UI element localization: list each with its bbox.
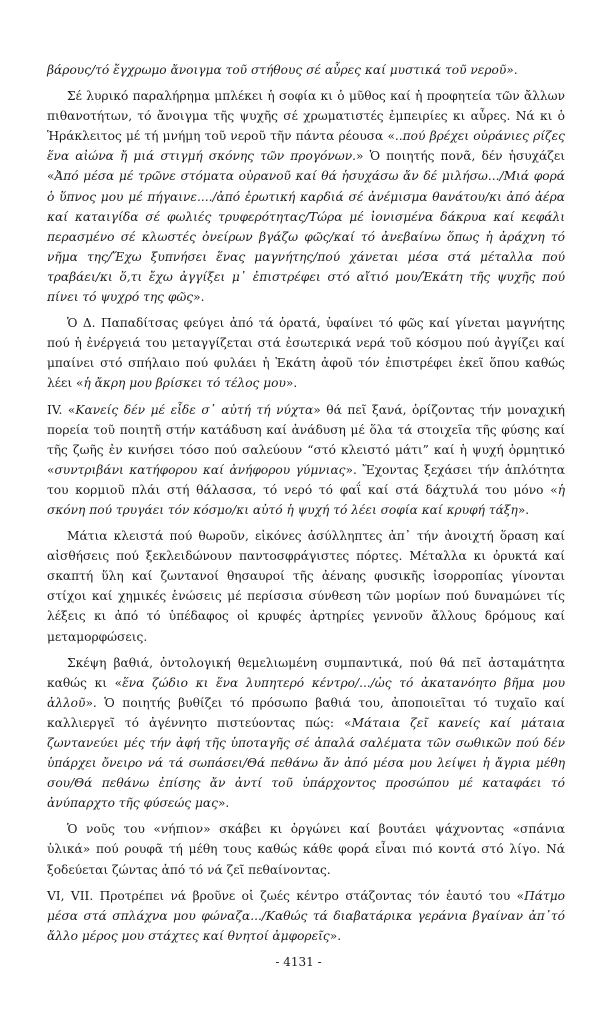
text-run: Ὁ Δ. Παπαδίτσας φεύγει ἀπό τά ὁρατά, ὑφαίνει τό φῶς καί γίνεται μαγνήτης πού ἡ ἐνέργειά του μεταγγίζεται στά ἐσωτερικά νερά τοῦ κόσμου πού ἀγγίζει καί μπαίνει στό σπήλαιο πού φυλάει ἡ Ἑκάτη ἀφοῦ τόν ἐπιστρέφει ἐκεῖ ὅπου καθώς λέει « xyxy=(47,316,565,391)
text-run: ». xyxy=(193,290,205,305)
text-run: Ὁ νοῦς του «νήπιον» σκάβει κι ὀργώνει καί βουτάει ψάχνοντας «σπάνια ὑλικά» πού ρουφᾶ τή μέθη τους καθώς κάθε φορά εἶναι πιό κοντά στό λίγο. Νά ξοδεύεται ζώντας ἀπό τό νά ζεῖ πεθαίνοντας. xyxy=(47,822,565,877)
text-run: VI, VII. Προτρέπει νά βροῦνε οἱ ζωές κέντρο στάζοντας τόν ἑαυτό του « xyxy=(47,888,525,903)
quoted-verse: ἡ ἄκρη μου βρίσκει τό τέλος μου xyxy=(83,376,286,391)
page-number: - 4131 - xyxy=(275,955,322,969)
text-run: IV. « xyxy=(47,402,76,417)
paragraph xyxy=(47,526,565,647)
text-run: ». Ὁ ποιητής βυθίζει τό πρόσωπο βαθιά του, ἀποποιεῖται τό τυχαῖο καί καλλιεργεῖ τό ἀγέννητο πιστεύοντας πώς: « xyxy=(47,695,565,730)
paragraph xyxy=(47,400,565,521)
text-run: ». xyxy=(285,376,298,391)
text-run: ». Ἔχοντας ξεχάσει τήν ἁπλότητα του κορμιοῦ πλάι στή θάλασσα, τό νερό τό φαΐ καί στά δάχτυλά του μόνο « xyxy=(47,462,565,497)
text-run: » θά πεῖ ξανά, ὁρίζοντας τήν μοναχική πορεία τοῦ ποιητῆ στήν κατάδυση καί ἀνάδυση μέ ὅλα τά στοιχεῖα τῆς φύσης καί τῆς ζωῆς ἐν κινήσει τόσο πού σαλεύουν “στό κλειστό μάτι” καί ἡ ψυχή ὁρμητικό « xyxy=(47,402,565,477)
text-run: Σέ λυρικό παραλήρημα μπλέκει ἡ σοφία κι ὁ μῦθος καί ἡ προφητεία τῶν ἄλλων πιθανοτήτων, τό ἄνοιγμα τῆς ψυχῆς σέ χρωματιστές ἐμπειρίες κι αὖρες. Νά κι ὁ Ἡράκλειτος μέ τή μνήμη τοῦ νεροῦ τῆν πάντα ρέουσα « xyxy=(47,89,565,144)
body-text xyxy=(47,60,565,952)
text-run: ». xyxy=(517,502,530,517)
paragraph xyxy=(47,86,565,307)
quoted-verse: ..πού βρέχει οὐράνιες ρίζες ἕνα αἰώνα ἤ μιά στιγμή σκόνης τῶν προγόνων. xyxy=(47,129,565,164)
quoted-verse: συντριβάνι κατήφορου καί ἀνήφορου γύμνιας xyxy=(54,462,346,477)
text-run: Σκέψη βαθιά, ὀντολογική θεμελιωμένη συμπαντικά, πού θά πεῖ ἀσταμάτητα καθώς κι « xyxy=(47,655,565,690)
text-run: » Ὁ ποιητής πονᾶ, δέν ἡσυχάζει « xyxy=(47,149,565,184)
quoted-verse: Κανείς δέν μέ εἶδε σ᾽ αὐτή τή νύχτα xyxy=(75,402,314,417)
quoted-verse: Μάταια ζεῖ κανείς καί μάταια ζωντανεύει μές τήν ἀφή τῆς ὑποταγῆς σέ ἀπαλά σαλέματα τῶν σωθικῶν πού δέν ὑπάρχει ὄνειρο νά τά σωπάσει/Θά πεθάνω ἄν ἀπό μέσα μου λείψει ἡ ἄγρια μέθη σου/Θά πεθάνω ἐπίσης ἄν ἀντί τοῦ ὑπάρχοντος προσώπου μέ καταφάει τό ἀνύπαρχτο τῆς φύσεώς μας xyxy=(47,715,565,811)
paragraph xyxy=(47,653,565,814)
quoted-verse: βάρους/τό ἔγχρωμο ἄνοιγμα τοῦ στήθους σέ αὖρες καί μυστικά τοῦ νεροῦ». xyxy=(47,63,518,77)
paragraph xyxy=(47,819,565,879)
paragraph xyxy=(47,60,565,80)
paragraph xyxy=(47,313,565,393)
text-run: ». xyxy=(217,796,230,811)
quoted-verse: Πάτμο μέσα στά σπλάχνα μου φώναζα.../Καθώς τά διαβατάρικα γεράνια βγαίναν ἀπ᾽τό ἄλλο μέρος μου στάχτες καί θνητοί ἀμφορεῖς xyxy=(47,888,565,943)
quoted-verse: ἡ σκόνη πού τρυγάει τόν κόσμο/κι αὐτό ἡ ψυχή τό λέει σοφία καί κρυφή τάξη xyxy=(47,482,565,517)
quoted-verse: ἕνα ζώδιο κι ἕνα λυπητερό κέντρο/.../ὡς τό ἀκατανόητο βῆμα μου ἀλλοῦ xyxy=(47,675,565,710)
paragraph xyxy=(47,886,565,946)
text-run: Μάτια κλειστά πού θωροῦν, εἰκόνες ἀσύλληπτες ἀπ᾽ τήν ἀνοιχτή ὅραση καί αἰσθήσεις πού ξεκλειδώνουν παντοσφράγιστες πόρτες. Μέταλλα κι ὀρυκτά καί σκαπτή ὕλη καί ζωντανοί θησαυροί τῆς ἀέναης φυσικῆς ἰσορροπίας γίνονται στίχοι καί χημικές ἑνώσεις μέ περίσσια σύνθεση τῶν μορίων πού δυναμώνει τίς λέξεις κι ἀπό τό ὑπέδαφος οἱ κρυφές ἀρτηρίες γεννοῦν ἄλλους δρόμους καί μεταμορφώσεις. xyxy=(47,529,565,644)
quoted-verse: Ἀπό μέσα μέ τρῶνε στόματα οὐρανοῦ καί θά ἡσυχάσω ἄν δέ μιλήσω.../Μιά φορά ὁ ὕπνος μου μέ πήγαινε..../ἀπό ἐρωτική καρδιά σέ ἀνέμισμα θανάτου/κι ἀπό ἀέρα καί καταιγίδα σέ φωλιές τρυφερότητας/Τώρα μέ ἰονισμένα δάκρυα καί κεφάλι περασμένο σέ κλωστές ὀνείρων βγάζω φῶς/καί τό ἀνεβαίνω ὅπως ἡ ἀράχνη τό νῆμα της/Ἔχω ξυπνήσει ἕνας μαγνήτης/πού χάνεται μέσα στά μέταλλα πού τραβάει/κι ὅ,τι ἔχω ἀγγίξει μ᾽ ἐπιστρέφει στό αἴτιό μου/Ἑκάτη τῆς ψυχῆς πού πίνει τό ψυχρό της φῶς xyxy=(47,169,565,305)
text-run: ». xyxy=(329,928,342,943)
